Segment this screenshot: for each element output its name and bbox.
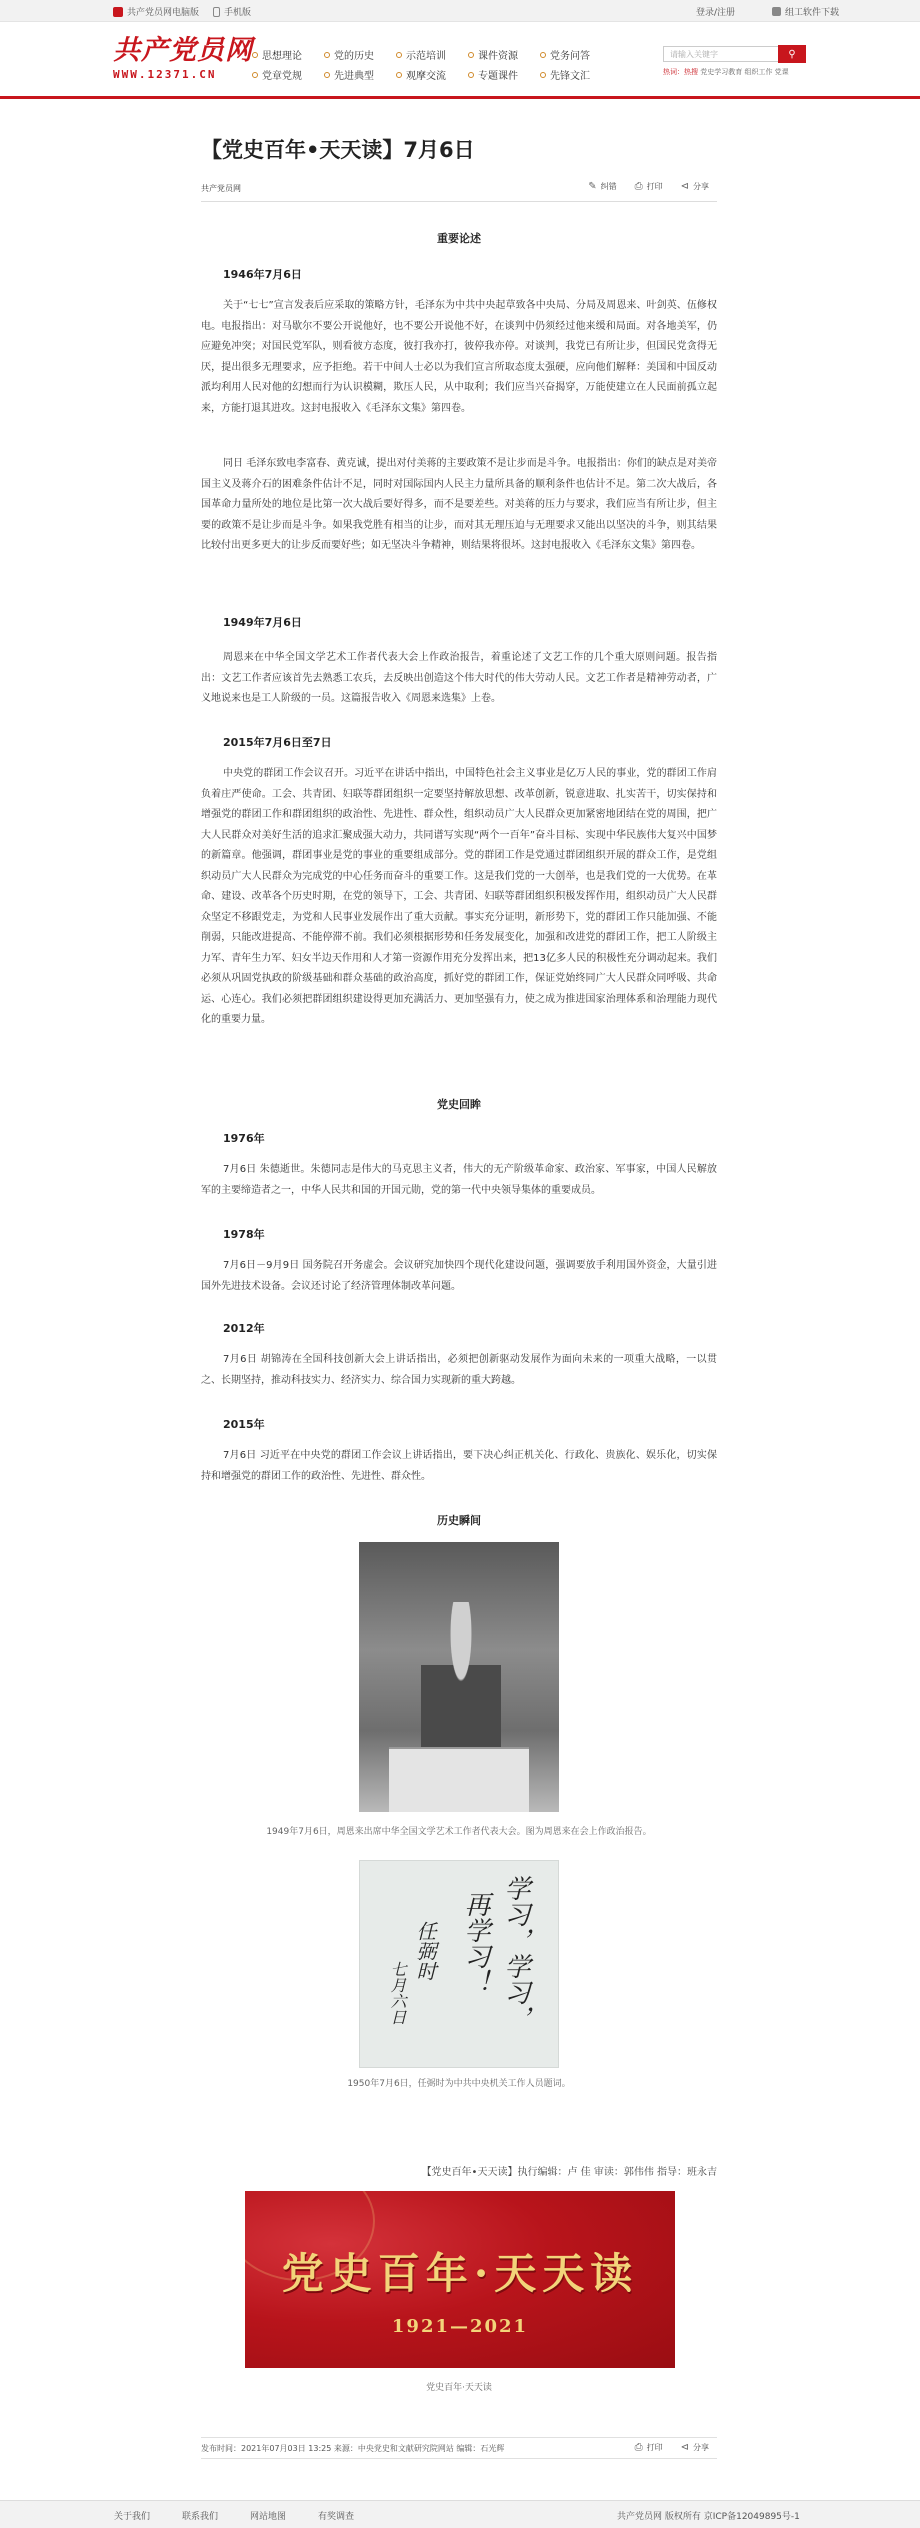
share-icon: ⊲ <box>680 181 689 192</box>
copyright: 共产党员网 版权所有 京ICP备12049895号-1 <box>617 2512 800 2522</box>
bullet-icon <box>396 52 402 58</box>
bullet-icon <box>468 52 474 58</box>
paragraph: 7月6日－9月9日 国务院召开务虚会。会议研究加快四个现代化建设问题，强调要放手利用国外资金，大量引进国外先进技术设备。会议还讨论了经济管理体制改革问题。 <box>201 1260 717 1292</box>
banner-caption: 党史百年·天天读 <box>426 2383 492 2393</box>
search-icon: ⚲ <box>788 48 796 60</box>
nav-item[interactable]: 观摩交流 <box>396 67 446 82</box>
site-header <box>0 22 920 96</box>
nav-item[interactable]: 先进典型 <box>324 67 374 82</box>
mobile-icon <box>213 7 220 17</box>
section-heading: 历史瞬间 <box>437 1514 481 1527</box>
bullet-icon <box>252 52 258 58</box>
nav-item[interactable]: 示范培训 <box>396 47 446 62</box>
search-button[interactable] <box>778 45 806 63</box>
nav-item[interactable]: 先锋文汇 <box>540 67 590 82</box>
historical-photo-zhou-enlai <box>359 1542 559 1812</box>
paragraph: 中央党的群团工作会议召开。习近平在讲话中指出，中国特色社会主义事业是亿万人民的事业，党的群团工作肩负着庄严使命。工会、共青团、妇联等群团组织一定要坚持解放思想、改革创新，锐意进取、扎实苦干，切实保持和增强党的群团工作和群团组织的政治性、先进性、群众性，组织动员广大人民群众更加紧密地团结在党的周围，把广大人民群众对美好生活的追求汇聚成强大动力，共同谱写实现“两个一百年”奋斗目标、实现中华民族伟大复兴中国梦的新篇章。他强调，群团事业是党的事业的重要组成部分。党的群团工作是党通过群团组织开展的群众工作，是党组织动员广大人民群众为完成党的中心任务而奋斗的重要工作。这是我们党的一大创举，也是我们党的一大优势。在革命、建设、改革各个历史时期，在党的领导下，工会、共青团、妇联等群团组织积极发挥作用，组织动员广大人民群众坚定不移跟党走，为党和人民事业发展作出了重大贡献。事实充分证明，新形势下，党的群团工作只能加强、不能削弱，只能改进提高、不能停滞不前。我们必须根据形势和任务发展变化，加强和改进党的群团工作，把工人阶级主力军、青年生力军、妇女半边天作用和人才第一资源作用充分发挥出来，把13亿多人民的积极性充分调动起来。我们必须从巩固党执政的阶级基础和群众基础的政治高度，抓好党的群团工作，保证党始终同广大人民群众同呼吸、共命运、心连心。我们必须把群团组织建设得更加充满活力、更加坚强有力，使之成为推进国家治理体系和治理能力现代化的重要力量。 <box>201 768 717 1025</box>
hot-term-links[interactable]: 党史学习教育 组织工作 党课 <box>700 68 789 76</box>
calligraphy-line: 学习，学习， <box>500 1875 530 2031</box>
paragraph: 7月6日 朱德逝世。朱德同志是伟大的马克思主义者，伟大的无产阶级革命家、政治家、军事家，中国人民解放军的主要缔造者之一，中华人民共和国的开国元勋，党的第一代中央领导集体的重要成员。 <box>201 1164 717 1196</box>
mobile-link[interactable]: 手机版 <box>213 5 251 18</box>
year-heading: 2012年 <box>223 1322 265 1335</box>
paragraph: 7月6日 胡锦涛在全国科技创新大会上讲话指出，必须把创新驱动发展作为面向未来的一项重大战略，一以贯之、长期坚持，推动科技实力、经济实力、综合国力实现新的重大跨越。 <box>201 1354 717 1386</box>
calligraphy-photo <box>359 1860 559 2068</box>
publish-info: 发布时间：2021年07月03日 13:25 来源：中央党史和文献研究院网站 编辑：石光辉 <box>201 2444 505 2453</box>
editor-credit: 【党史百年•天天读】执行编辑：卢 佳 审读：郭伟伟 指导：班永吉 <box>421 2167 717 2178</box>
section-heading: 重要论述 <box>437 232 481 245</box>
nav-item[interactable]: 党的历史 <box>324 47 374 62</box>
year-heading: 2015年 <box>223 1418 265 1431</box>
party-icon <box>113 7 123 17</box>
footer-link-survey[interactable]: 有奖调查 <box>318 2512 355 2522</box>
bullet-icon <box>324 72 330 78</box>
bullet-icon <box>324 52 330 58</box>
print-icon: ⎙ <box>634 181 643 192</box>
paragraph: 7月6日 习近平在中央党的群团工作会议上讲话指出，要下决心纠正机关化、行政化、贵族化、娱乐化，切实保持和增强党的群团工作的政治性、先进性、群众性。 <box>201 1450 717 1482</box>
calligraphy-line: 再学习！ <box>460 1891 490 1995</box>
home-link[interactable]: 共产党员网电脑版 <box>113 5 199 18</box>
site-footer <box>0 2500 920 2528</box>
year-heading: 1976年 <box>223 1132 265 1145</box>
download-link[interactable]: 组工软件下载 <box>772 5 839 18</box>
hot-terms: 热词：热搜 党史学习教育 组织工作 党课 <box>663 68 789 76</box>
share-button[interactable]: ⊲ 分享 <box>680 181 709 192</box>
bullet-icon <box>540 52 546 58</box>
paragraph: 同日 毛泽东致电李富春、黄克诚，提出对付美蒋的主要政策不是让步而是斗争。电报指出：你们的缺点是对美帝国主义及蒋介石的困难条件估计不足，同时对国际国内人民主力量所具备的顺利条件也估计不足。第二次大战后，各国革命力量所处的地位是比第一次大战后要好得多，而不是要差些。对美蒋的压力与要求，我们应当有所让步，但主要的政策不是让步而是斗争。如果我党胜有相当的让步，而对其无理压迫与无理要求又能出以坚决的斗争，则其结果比较付出更多更大的让步反而要好些；如无坚决斗争精神，则结果将很坏。这封电报收入《毛泽东文集》第四卷。 <box>201 458 717 551</box>
nav-item[interactable]: 专题课件 <box>468 67 518 82</box>
top-bar <box>0 0 920 22</box>
section-heading: 党史回眸 <box>437 1098 481 1111</box>
article-tools <box>588 181 709 192</box>
nav-item[interactable]: 党务问答 <box>540 47 590 62</box>
print-button[interactable]: ⎙ 打印 <box>634 181 663 192</box>
article-source: 共产党员网 <box>201 184 241 193</box>
lectern <box>389 1747 529 1812</box>
banner-title: 党史百年·天天读 <box>281 2249 639 2298</box>
bullet-icon <box>252 72 258 78</box>
nav-item[interactable]: 课件资源 <box>468 47 518 62</box>
banner-years: 1921—2021 <box>391 2316 529 2337</box>
year-heading: 1978年 <box>223 1228 265 1241</box>
header-divider <box>0 96 920 99</box>
nav-item[interactable]: 党章党规 <box>252 67 302 82</box>
year-heading: 1949年7月6日 <box>223 616 302 629</box>
print-icon: ⎙ <box>634 2442 643 2453</box>
calligraphy-signature: 任弼时 <box>413 1921 437 1981</box>
download-icon <box>772 7 781 16</box>
series-banner <box>245 2191 675 2368</box>
print-button[interactable]: ⎙ 打印 <box>634 2442 663 2453</box>
footer-link-sitemap[interactable]: 网站地图 <box>250 2512 287 2522</box>
logo-name: 共产党员网 <box>113 35 253 66</box>
logo-url: WWW.12371.CN <box>113 68 217 81</box>
year-heading: 1946年7月6日 <box>223 268 302 281</box>
photo-caption: 1950年7月6日，任弼时为中共中央机关工作人员题词。 <box>347 2079 571 2089</box>
footer-link-about[interactable]: 关于我们 <box>114 2512 151 2522</box>
year-heading: 2015年7月6日至7日 <box>223 736 332 749</box>
login-link[interactable]: 登录/注册 <box>696 8 736 18</box>
bullet-icon <box>540 72 546 78</box>
article-meta <box>201 180 717 202</box>
footer-link-contact[interactable]: 联系我们 <box>182 2512 219 2522</box>
paragraph: 周恩来在中华全国文学艺术工作者代表大会上作政治报告，着重论述了文艺工作的几个重大原则问题。报告指出：文艺工作者应该首先去熟悉工农兵，去反映出创造这个伟大时代的伟大劳动人民。文艺工作者是精神劳动者，广义地说来也是工人阶级的一员。这篇报告收入《周恩来选集》上卷。 <box>201 652 717 704</box>
report-error-button[interactable]: ✎ 纠错 <box>588 181 617 192</box>
share-icon: ⊲ <box>680 2442 689 2453</box>
hot-link[interactable]: 热搜 <box>684 68 698 76</box>
nav-item[interactable]: 思想理论 <box>252 47 302 62</box>
paragraph: 关于“七七”宣言发表后应采取的策略方针，毛泽东为中共中央起草致各中央局、分局及周恩来、叶剑英、伍修权电。电报指出：对马歇尔不要公开说他好，也不要公开说他不好，在谈判中仍须经过他来缓和局面。对各地美军，仍应避免冲突；对国民党军队，则看彼方态度，彼打我亦打，彼停我亦停。对谈判，我党已有所让步，但国民党贪得无厌，提出很多无理要求，应予拒绝。若干中间人士必以为我们宣言所取态度太强硬，应向他们解释：美国和中国反动派均利用人民对他的幻想而行为认识模糊，欺压人民，从中取利；我们应当兴奋揭穿，万能使建立在人民面前孤立起来，方能打退其进攻。这封电报收入《毛泽东文集》第四卷。 <box>201 300 717 414</box>
search-input[interactable]: 请输入关键字 <box>663 46 806 62</box>
article-title: 【党史百年•天天读】7月6日 <box>201 138 475 162</box>
photo-caption: 1949年7月6日，周恩来出席中华全国文学艺术工作者代表大会。图为周恩来在会上作政治报告。 <box>266 1827 652 1837</box>
bullet-icon <box>396 72 402 78</box>
bullet-icon <box>468 72 474 78</box>
calligraphy-date: 七月六日 <box>388 1961 407 2025</box>
share-button[interactable]: ⊲ 分享 <box>680 2442 709 2453</box>
site-logo[interactable] <box>113 36 253 84</box>
article-footer-meta <box>201 2437 717 2459</box>
edit-icon: ✎ <box>588 181 597 192</box>
